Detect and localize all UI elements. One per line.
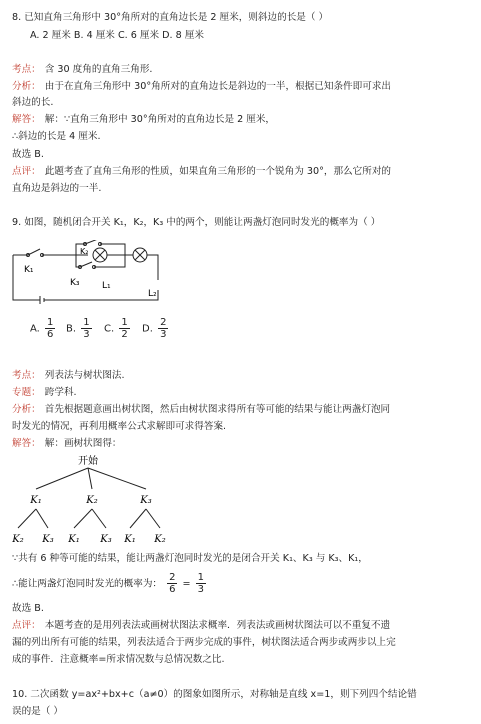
option-label: D. — [142, 323, 153, 335]
fenxi-label: 分析： — [12, 404, 41, 415]
q9-choose: 故选 B. — [12, 603, 44, 614]
q8-dianping-row — [12, 166, 391, 178]
tree-l1-node: K₂ — [86, 495, 98, 506]
tree-l2-node: K₁ — [124, 534, 136, 545]
q8-jieda-1: 解：∵直角三角形中 30°角所对的直角边长是 2 厘米， — [44, 114, 276, 125]
option-label: A. — [30, 323, 40, 335]
tree-l2-node: K₂ — [154, 534, 166, 545]
tree-l2-node: K₃ — [100, 534, 112, 545]
dianping-label: 点评： — [12, 620, 41, 631]
q9-zhuanti: 跨学科. — [44, 387, 77, 398]
q9-fenxi-1: 首先根据题意画出树状图，然后由树状图求得所有等可能的结果与能让两盏灯泡同 — [44, 404, 391, 415]
q8-kaodian: 含 30 度角的直角三角形. — [44, 64, 153, 75]
result-fraction-simplified: $\frac{1}{3}$ — [197, 572, 204, 595]
circuit-label-k2: K₂ — [80, 247, 89, 256]
tree-root: 开始 — [78, 456, 98, 467]
q9-dianping-1: 本题考查的是用列表法或画树状图法求概率．列表法或画树状图法可以不重复不遗 — [44, 620, 391, 631]
q9-dianping-3: 成的事件．注意概率=所求情况数与总情况数之比. — [12, 654, 225, 665]
q9-kaodian-row — [12, 370, 125, 382]
q9-result-2-row — [12, 572, 208, 596]
q9-option-d — [142, 317, 170, 340]
result-fraction: $\frac{2}{6}$ — [169, 572, 176, 595]
q10-stem-2: 误的是（ ） — [12, 706, 64, 717]
kaodian-label: 考点： — [12, 370, 41, 381]
q8-fenxi-2: 斜边的长. — [12, 97, 54, 108]
q8-options: A. 2 厘米 B. 4 厘米 C. 6 厘米 D. 8 厘米 — [30, 30, 204, 41]
dianping-label: 点评： — [12, 166, 41, 177]
q9-fenxi-2: 时发光的情况，再利用概率公式求解即可求得答案. — [12, 421, 227, 432]
q9-kaodian: 列表法与树状图法. — [44, 370, 125, 381]
tree-l2-node: K₂ — [12, 534, 24, 545]
q9-dianping-2: 漏的列出所有可能的结果，列表法适合于两步完成的事件，树状图法适合两步或两步以上完 — [12, 637, 396, 648]
circuit-diagram — [10, 240, 170, 305]
jieda-label: 解答： — [12, 114, 41, 125]
equals-sign: = — [182, 578, 191, 590]
q8-fenxi-1: 由于在直角三角形中 30°角所对的直角边长是斜边的一半，根据已知条件即可求出 — [44, 81, 392, 92]
q8-choose: 故选 B. — [12, 149, 44, 160]
q9-fenxi-row — [12, 404, 390, 416]
tree-l1-node: K₃ — [140, 495, 152, 506]
q8-kaodian-row — [12, 64, 152, 76]
q9-jieda-1: 解：画树状图得： — [44, 438, 122, 449]
option-fraction: $\frac{1}{2}$ — [121, 317, 128, 340]
option-fraction: $\frac{2}{3}$ — [160, 317, 167, 340]
q9-option-a — [30, 317, 57, 340]
q9-result-2: ∴能让两盏灯泡同时发光的概率为： — [12, 578, 163, 590]
zhuanti-label: 专题： — [12, 387, 41, 398]
q8-jieda-2: ∴斜边的长是 4 厘米. — [12, 131, 101, 142]
q8-jieda-row — [12, 114, 275, 126]
q10-stem-1: 10. 二次函数 y=ax²+bx+c（a≠0）的图象如图所示，对称轴是直线 x=1，则下列四个结论错 — [12, 689, 417, 700]
q9-result-1: ∵共有 6 种等可能的结果，能让两盏灯泡同时发光的是闭合开关 K₁、K₃ 与 K₃、K₁， — [12, 553, 368, 564]
tree-l2-node: K₁ — [68, 534, 80, 545]
tree-diagram — [8, 452, 178, 547]
kaodian-label: 考点： — [12, 64, 41, 75]
option-label: C. — [104, 323, 115, 335]
q9-stem: 9. 如图，随机闭合开关 K₁，K₂，K₃ 中的两个，则能让两盏灯泡同时发光的概率为（ ） — [12, 217, 381, 228]
jieda-label: 解答： — [12, 438, 41, 449]
circuit-label-l1: L₁ — [102, 281, 111, 291]
q8-stem: 8. 已知直角三角形中 30°角所对的直角边长是 2 厘米，则斜边的长是（ ） — [12, 12, 329, 23]
q9-jieda-row — [12, 438, 122, 450]
option-fraction: $\frac{1}{6}$ — [47, 317, 54, 340]
tree-l2-node: K₃ — [42, 534, 54, 545]
option-fraction: $\frac{1}{3}$ — [83, 317, 90, 340]
q9-option-b — [66, 317, 94, 340]
tree-l1-node: K₁ — [30, 495, 42, 506]
circuit-label-k3: K₃ — [70, 278, 80, 288]
fenxi-label: 分析： — [12, 81, 41, 92]
q8-dianping-2: 直角边是斜边的一半. — [12, 183, 102, 194]
q8-dianping-1: 此题考查了直角三角形的性质，如果直角三角形的一个锐角为 30°，那么它所对的 — [44, 166, 392, 177]
q9-option-c — [104, 317, 132, 340]
q8-fenxi-row — [12, 81, 391, 93]
circuit-label-l2: L₂ — [148, 289, 157, 299]
option-label: B. — [66, 323, 77, 335]
q9-zhuanti-row — [12, 387, 77, 399]
q9-dianping-row — [12, 620, 390, 632]
circuit-label-k1: K₁ — [24, 265, 34, 275]
